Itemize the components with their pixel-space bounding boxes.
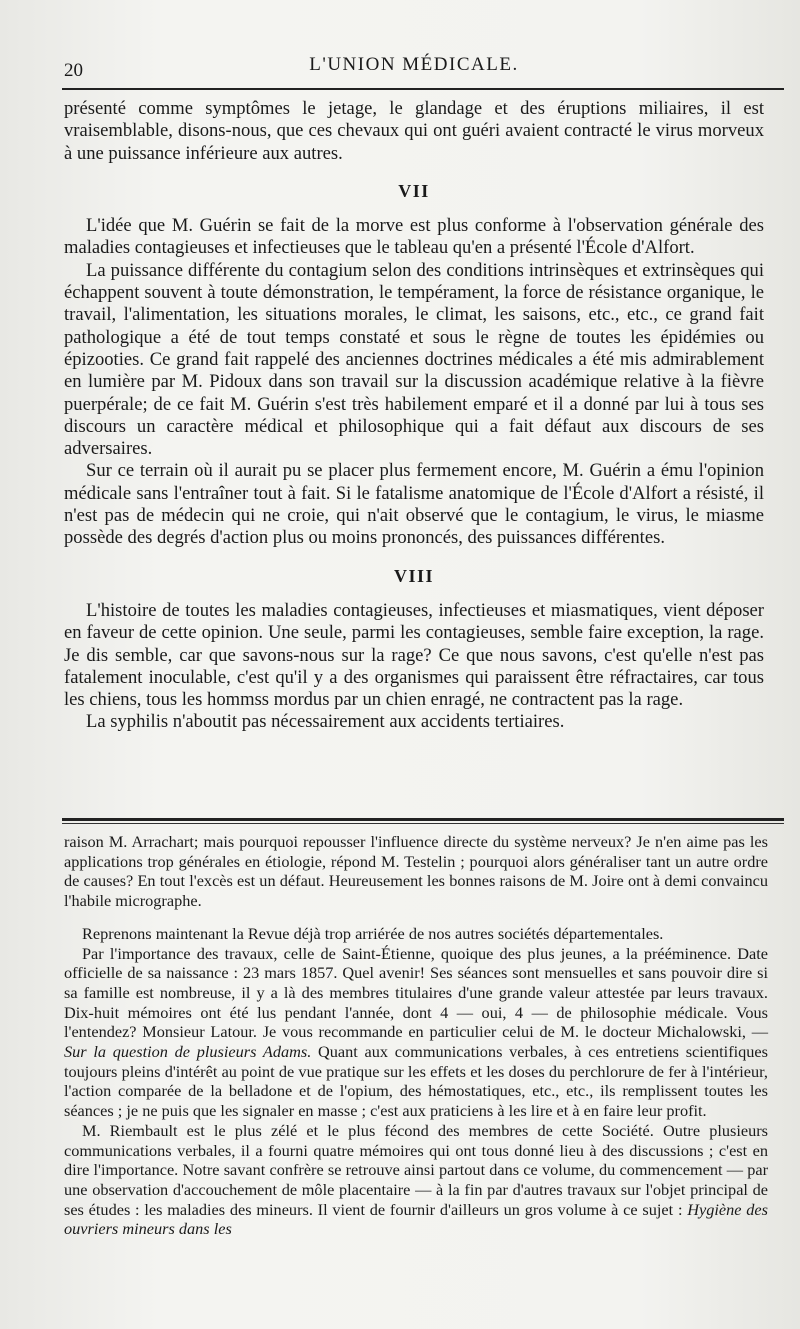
feuilleton-separator	[62, 818, 784, 821]
section-heading-viii: VIII	[393, 565, 434, 586]
text-run: Quant aux communications verbales, à ces entretiens scientifiques toujours pleins d'intérêt au point de vue pratique sur les effets et les doses du perchlorure de fer à l'intérieur, l'action comparée de la belladone et de l'opium, des hémostatiques, etc., etc., ils remplissent toutes les séances ; je ne puis que les signaler en masse ; c'est aux praticiens à les lire et à en faire leur profit.	[64, 1042, 768, 1121]
section-heading-vii: VII	[398, 180, 430, 201]
page-header	[64, 54, 764, 84]
paragraph-saint-etienne	[64, 944, 768, 1121]
paragraph-reprenons: Reprenons maintenant la Revue déjà trop arriérée de nos autres sociétés départementales.	[82, 923, 664, 943]
text-run: M. Riembault est le plus zélé et le plus fécond des membres de cette Société. Outre plusieurs communications verbales, il a fourni quatre mémoires qui ont tous donné lieu à des discussions ; c'est en dire l'importance. Notre savant confrère se retrouve ainsi partout dans ce volume, du commencement — par une observation d'accouchement de môle placentaire — à la fin par d'autres travaux sur l'objet principal de ses études : les maladies des mineurs. Il vient de fournir d'ailleurs un gros volume à ce sujet :	[64, 1120, 768, 1219]
header-rule	[62, 88, 784, 90]
paragraph-riembault	[64, 1121, 768, 1239]
paragraph-arrachart: raison M. Arrachart; mais pourquoi repousser l'influence directe du système nerveux? Je n'en aime pas les applications trop générales en étiologie, répond M. Testelin ; pourquoi alors généraliser tant un autre ordre de causes? En tout l'excès est un défaut. Heureusement les bonnes raisons de M. Joire ont à demi convaincu l'habile micrographe.	[64, 832, 768, 911]
paragraph-terrain: Sur ce terrain où il aurait pu se placer plus fermement encore, M. Guérin a ému l'opinion médicale sans l'entraîner tout à fait. Si le fatalisme anatomique de l'École d'Alfort a résisté, il n'est pas de médecin qui ne croie, qui n'ait observé que le contagium, le virus, le miasme possède des degrés d'action plus ou moins prononcés, des puissances différentes.	[64, 460, 764, 549]
paragraph-histoire: L'histoire de toutes les maladies contagieuses, infectieuses et miasmatiques, vient déposer en faveur de cette opinion. Une seule, parmi les contagieuses, semble faire exception, la rage. Je dis semble, car que savons-nous sur la rage? Ce que nous savons, c'est qu'elle n'est pas fatalement inoculable, c'est qu'il y a des organismes qui paraissent être réfractaires, car tous les chiens, tous les hommss mordus par un chien enragé, ne contractent pas la rage.	[64, 599, 764, 711]
feuilleton-separator-thin	[62, 823, 784, 824]
text-run: Par l'importance des travaux, celle de Saint-Étienne, quoique des plus jeunes, a la prééminence. Date officielle de sa naissance : 23 mars 1857. Quel avenir! Ses séances sont mensuelles et sans pouvoir dire si sa famille est nombreuse, il y a là des membres titulaires d'une grande valeur attestée par leurs travaux. Dix-huit mémoires ont été lus pendant l'année, dont 4 — oui, 4 — de philosophie médicale. Vous l'entendez? Monsieur Latour. Je vous recommande en particulier celui de M. le docteur Michalowski, —	[64, 943, 768, 1042]
page-number: 20	[64, 60, 83, 81]
running-title: L'UNION MÉDICALE.	[309, 54, 519, 75]
paragraph-syphilis: La syphilis n'aboutit pas nécessairement aux accidents tertiaires.	[86, 711, 565, 733]
paragraph-continuation: présenté comme symptômes le jetage, le glandage et des éruptions miliaires, il est vraisemblable, disons-nous, que ces chevaux qui ont guéri avaient contracté le virus morveux à une puissance inférieure aux autres.	[64, 98, 764, 164]
paragraph-guerin-morve: L'idée que M. Guérin se fait de la morve est plus conforme à l'observation générale des maladies contagieuses et infectieuses que le tableau qu'en a présenté l'École d'Alfort.	[64, 215, 764, 259]
italic-title: Sur la question de plusieurs Adams.	[64, 1042, 312, 1062]
feuilleton-column	[64, 832, 768, 1239]
italic-title: Hygiène des ouvriers mineurs dans les	[64, 1199, 768, 1239]
paragraph-contagium: La puissance différente du contagium selon des conditions intrinsèques et extrinsèques qui échappent souvent à toute démonstration, le tempérament, la force de résistance organique, le travail, l'alimentation, les situations morales, le climat, les saisons, etc., etc., ce grand fait pathologique a été de tout temps constaté et sous le règne de toutes les épidémies ou épizooties. Ce grand fait rappelé des anciennes doctrines médicales a été mis admirablement en lumière par M. Pidoux dans son travail sur la discussion académique relative à la fièvre puerpérale; de ce fait M. Guérin s'est très habilement emparé et il a donné par lui à tous ses discours un caractère médical et philosophique qui a fait défaut aux discours de ses adversaires.	[64, 259, 764, 460]
main-column	[64, 98, 764, 734]
